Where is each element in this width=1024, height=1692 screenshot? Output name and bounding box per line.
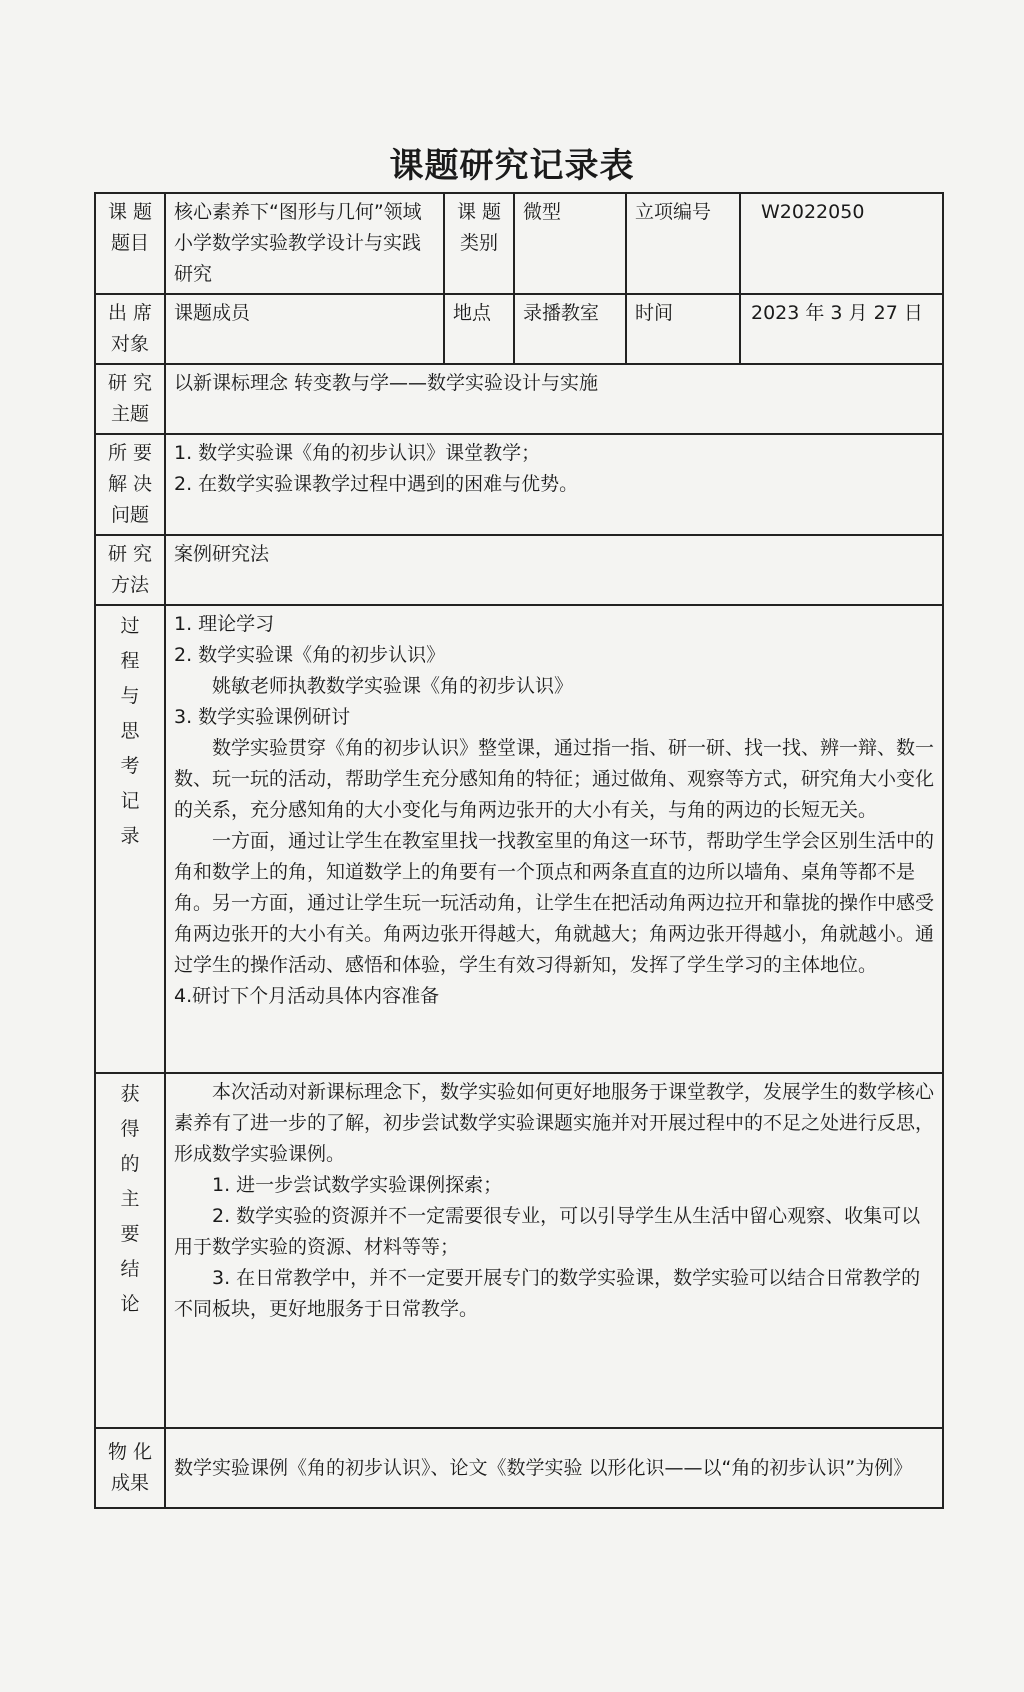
conclusion-intro: 本次活动对新课标理念下，数学实验如何更好地服务于课堂教学，发展学生的数学核心素养有了进一步的了解，初步尝试数学实验课题实施并对开展过程中的不足之处进行反思，形成数学实验课例。 — [174, 1081, 935, 1165]
process-value — [165, 605, 943, 1073]
row-theme — [95, 364, 943, 434]
time-label: 时间 — [626, 294, 740, 364]
row-topic — [95, 193, 943, 294]
problem-item-1: 1. 数学实验课《角的初步认识》课堂教学； — [174, 442, 541, 464]
topic-value: 核心素养下“图形与几何”领域小学数学实验教学设计与实践研究 — [165, 193, 444, 294]
process-item-1: 1. 理论学习 — [174, 613, 275, 635]
location-value: 录播教室 — [514, 294, 626, 364]
conclusion-point-3: 3. 在日常教学中，并不一定要开展专门的数学实验课，数学实验可以结合日常教学的不同板块，更好地服务于日常教学。 — [174, 1267, 921, 1320]
conclusion-label-text: 获得的主要结论 — [120, 1083, 140, 1315]
location-label: 地点 — [444, 294, 514, 364]
problems-value — [165, 434, 943, 535]
project-no-label: 立项编号 — [626, 193, 740, 294]
row-method — [95, 535, 943, 605]
theme-label: 研 究 主题 — [95, 364, 165, 434]
row-problems — [95, 434, 943, 535]
row-outcome — [95, 1428, 943, 1508]
process-label — [95, 605, 165, 1073]
category-label: 课 题 类别 — [444, 193, 514, 294]
problems-label: 所 要 解 决 问题 — [95, 434, 165, 535]
outcome-value: 数学实验课例《角的初步认识》、论文《数学实验 以形化识——以“角的初步认识”为例》 — [165, 1428, 943, 1508]
topic-label: 课 题 题目 — [95, 193, 165, 294]
project-no-value: W2022050 — [740, 193, 943, 294]
category-value: 微型 — [514, 193, 626, 294]
document-title: 课题研究记录表 — [389, 146, 635, 186]
method-label: 研 究 方法 — [95, 535, 165, 605]
attendees-value: 课题成员 — [165, 294, 444, 364]
time-value: 2023 年 3 月 27 日 — [740, 294, 943, 364]
theme-value: 以新课标理念 转变教与学——数学实验设计与实施 — [165, 364, 943, 434]
process-item-3: 3. 数学实验课例研讨 — [174, 706, 351, 728]
process-item-2: 2. 数学实验课《角的初步认识》 — [174, 644, 446, 666]
method-value: 案例研究法 — [165, 535, 943, 605]
row-conclusion — [95, 1073, 943, 1428]
process-paragraph-2: 一方面，通过让学生在教室里找一找教室里的角这一环节，帮助学生学会区别生活中的角和数学上的角，知道数学上的角要有一个顶点和两条直直的边所以墙角、桌角等都不是角。另一方面，通过让学生玩一玩活动角，让学生在把活动角两边拉开和靠拢的操作中感受角两边张开的大小有关。角两边张开得越大，角就越大；角两边张开得越小，角就越小。通过学生的操作活动、感悟和体验，学生有效习得新知，发挥了学生学习的主体地位。 — [174, 830, 935, 976]
process-item-2-sub: 姚敏老师执教数学实验课《角的初步认识》 — [212, 675, 574, 697]
outcome-label: 物 化 成果 — [95, 1428, 165, 1508]
row-attendees — [95, 294, 943, 364]
attendees-label: 出 席 对象 — [95, 294, 165, 364]
record-table — [94, 192, 944, 1509]
conclusion-value — [165, 1073, 943, 1428]
row-process — [95, 605, 943, 1073]
process-label-text: 过程与思考记录 — [120, 615, 140, 847]
problem-item-2: 2. 在数学实验课教学过程中遇到的困难与优势。 — [174, 473, 579, 495]
conclusion-label — [95, 1073, 165, 1428]
process-paragraph-1: 数学实验贯穿《角的初步认识》整堂课，通过指一指、研一研、找一找、辨一辩、数一数、玩一玩的活动，帮助学生充分感知角的特征；通过做角、观察等方式，研究角大小变化的关系，充分感知角的大小变化与角两边张开的大小有关，与角的两边的长短无关。 — [174, 737, 935, 821]
process-item-4: 4.研讨下个月活动具体内容准备 — [174, 985, 440, 1007]
conclusion-point-2: 2. 数学实验的资源并不一定需要很专业，可以引导学生从生活中留心观察、收集可以用于数学实验的资源、材料等等； — [174, 1205, 921, 1258]
conclusion-point-1: 1. 进一步尝试数学实验课例探索； — [212, 1174, 503, 1196]
